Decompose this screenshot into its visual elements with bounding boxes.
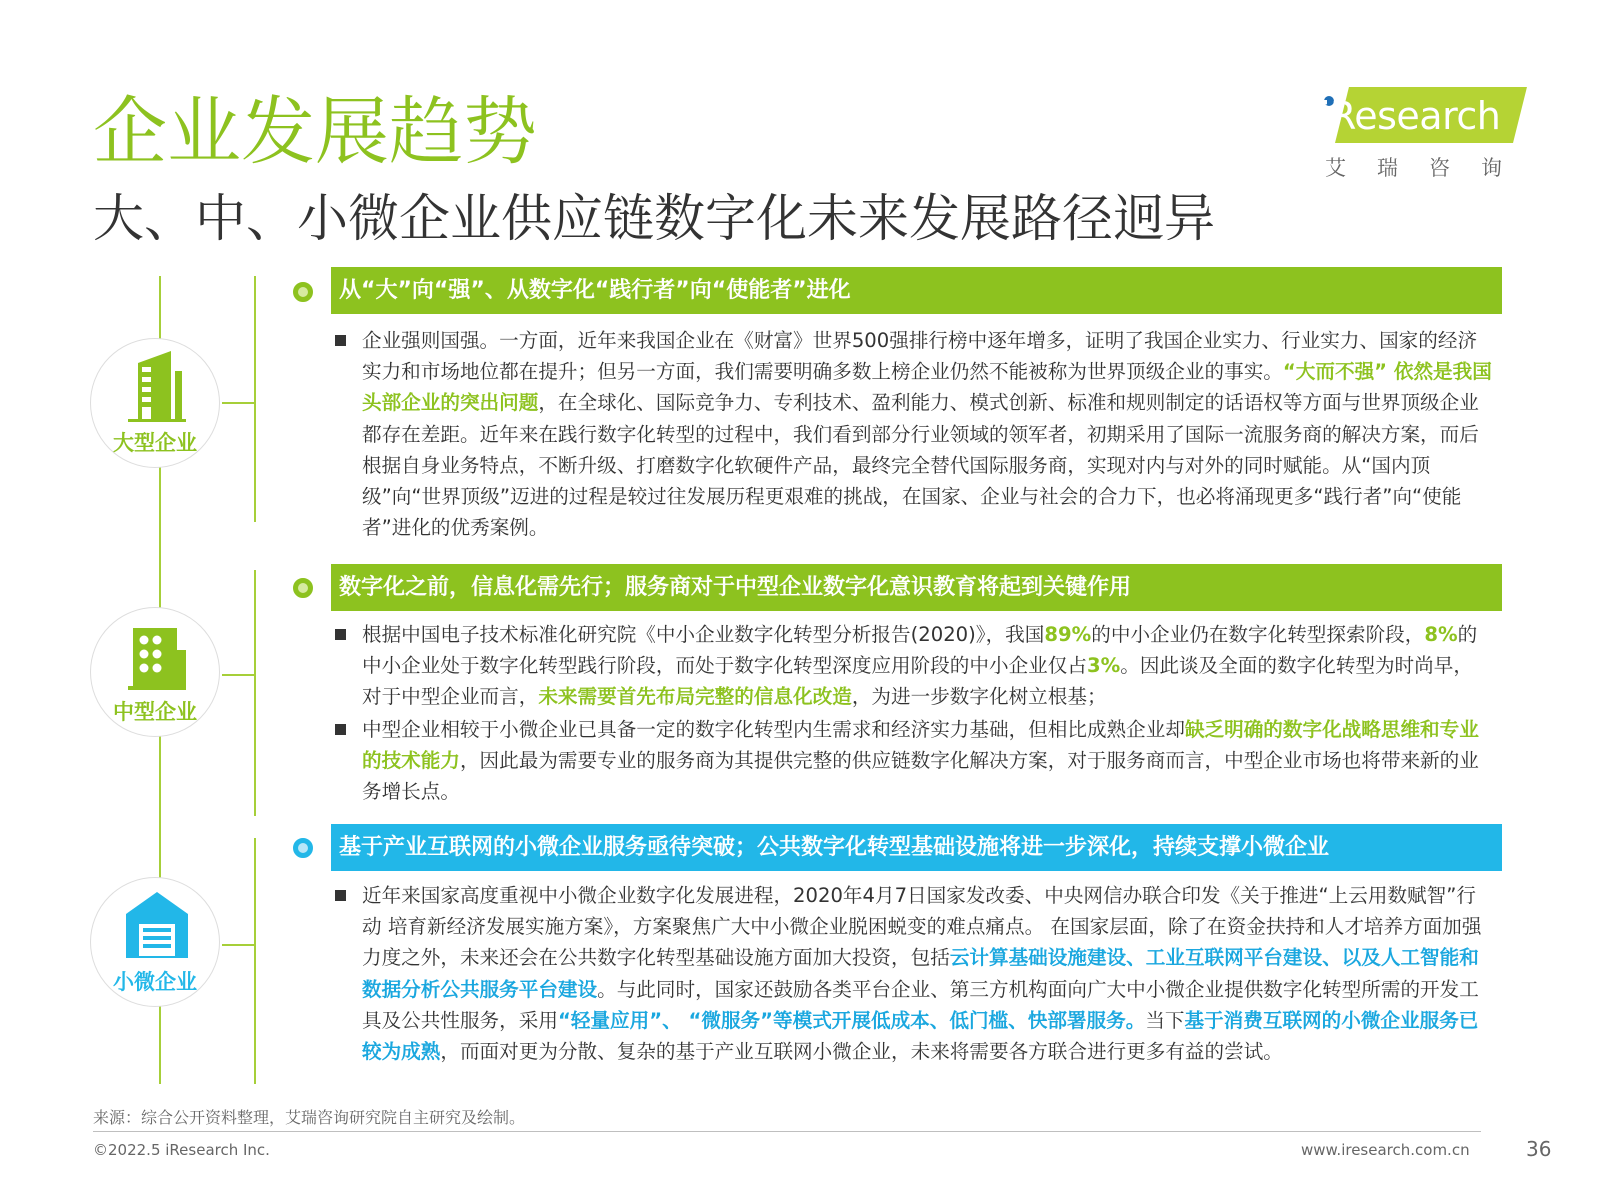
text-run: 当下: [1145, 1008, 1185, 1032]
text-run: 根据中国电子技术标准化研究院《中小企业数字化转型分析报告(2020)》，我国: [362, 623, 1045, 646]
category-badge-large: [90, 338, 220, 468]
category-badge-medium: [90, 607, 220, 737]
bullet-marker: [335, 890, 346, 901]
text-run: 。与此同时，国家还鼓励各类平台企业、第三方机构面向广大中小微企业提供数字化转型所需的开发工具及公共性服务，采用: [362, 977, 1479, 1032]
section-heading-large: 从“大”向“强”、从数字化“践行者”向“使能者”进化: [331, 267, 1502, 314]
section-marker-dot: [293, 282, 313, 302]
section-marker-dot: [293, 838, 313, 858]
logo-chinese-name: 艾瑞咨询: [1325, 156, 1533, 180]
text-run: 的中小企业处于数字化转型践行阶段，而处于数字化转型深度应用阶段的中小企业仅占: [362, 623, 1478, 678]
section-heading-medium: 数字化之前，信息化需先行；服务商对于中型企业数字化意识教育将起到关键作用: [331, 564, 1502, 611]
bullet-marker: [335, 335, 346, 346]
highlighted-text: 8%: [1424, 623, 1458, 646]
highlighted-text: 3%: [1086, 654, 1121, 678]
section-heading-micro: 基于产业互联网的小微企业服务亟待突破；公共数字化转型基础设施将进一步深化，持续支撑小微企业: [331, 824, 1502, 871]
paragraph-large-1: [362, 325, 1492, 543]
text-run: 近年来国家高度重视中小微企业数字化发展进程，2020年4月7日国家发改委、中央网信办联合印发《关于推进“上云用数赋智”行动 培育新经济发展实施方案》，方案聚焦广大中小微企业脱困蜕变的难点痛点。 在国家层面，除了在资金扶持和人才培养方面加强力度之外，未来还会在公共数字化转型基础设施方面加大投资，包括: [362, 884, 1482, 970]
footer-divider: [93, 1131, 1481, 1132]
category-badge-micro: [90, 877, 220, 1007]
mid-building-icon: [124, 620, 190, 692]
highlighted-text: 云计算基础设施建设、工业互联网平台建设、以及人工智能和数据分析公共服务平台建设: [362, 946, 1479, 1001]
text-run: ，在全球化、国际竞争力、专利技术、盈利能力、模式创新、标准和规则制定的话语权等方面与世界顶级企业都存在差距。近年来在践行数字化转型的过程中，我们看到部分行业领域的领军者，初期采用了国际一流服务商的解决方案，而后根据自身业务特点，不断升级、打磨数字化软硬件产品，最终完全替代国际服务商，实现对内与对外的同时赋能。从“国内顶级”向“世界顶级”迈进的过程是较过往发展历程更艰难的挑战，在国家、企业与社会的合力下，也必将涌现更多“践行者”向“使能者”进化的优秀案例。: [362, 391, 1479, 540]
website-link[interactable]: www.iresearch.com.cn: [1301, 1141, 1470, 1159]
text-run: 中型企业相较于小微企业已具备一定的数字化转型内生需求和经济实力基础，但相比成熟企业却: [362, 718, 1185, 741]
logo-wordmark: iResearch: [1320, 94, 1501, 138]
paragraph-micro-1: [362, 880, 1492, 1067]
highlighted-text: “大而不强” 依然是我国头部企业的突出问题: [362, 360, 1492, 415]
section-marker-dot: [293, 578, 313, 598]
text-run: 。因此谈及全面的数字化转型为时尚早，对于中型企业而言，: [362, 654, 1473, 709]
timeline-right-line-3: [254, 838, 256, 1084]
category-label-large: 大型企业: [113, 431, 197, 455]
text-run: ，为进一步数字化树立根基；: [851, 685, 1107, 709]
highlighted-text: 缺乏明确的数字化战略思维和专业的技术能力: [362, 718, 1479, 773]
text-run: 企业强则国强。一方面，近年来我国企业在《财富》世界500强排行榜中逐年增多，证明了我国企业实力、行业实力、国家的经济实力和市场地位都在提升；但另一方面，我们需要明确多数上榜企业仍然不能被称为世界顶级企业的事实。: [362, 329, 1478, 384]
copyright: ©2022.5 iResearch Inc.: [93, 1141, 270, 1159]
text-run: ，而面对更为分散、复杂的基于产业互联网小微企业，未来将需要各方联合进行更多有益的尝试。: [440, 1040, 1283, 1064]
text-run: 的中小企业仍在数字化转型探索阶段，: [1091, 623, 1425, 646]
highlighted-text: “轻量应用”、 “微服务”等模式开展低成本、低门槛、快部署服务。: [557, 1008, 1146, 1032]
highlighted-text: 基于消费互联网的小微企业服务已较为成熟: [362, 1008, 1479, 1064]
warehouse-icon: [124, 890, 190, 962]
bullet-marker: [335, 629, 346, 640]
page-title: 企业发展趋势: [93, 89, 537, 175]
timeline-right-line-1: [254, 276, 256, 522]
highlighted-text: 未来需要首先布局完整的信息化改造: [538, 685, 852, 709]
paragraph-medium-1: [362, 619, 1492, 713]
page-subtitle: 大、中、小微企业供应链数字化未来发展路径迥异: [93, 190, 1216, 249]
category-label-micro: 小微企业: [113, 970, 197, 994]
iresearch-logo: [1320, 84, 1533, 184]
highlighted-text: 89%: [1044, 623, 1092, 646]
bullet-marker: [335, 724, 346, 735]
category-label-medium: 中型企业: [113, 700, 197, 724]
source-note: 来源：综合公开资料整理，艾瑞咨询研究院自主研究及绘制。: [93, 1108, 526, 1127]
paragraph-medium-2: [362, 714, 1492, 808]
timeline-connector-2: [222, 674, 255, 676]
timeline-connector-3: [222, 944, 255, 946]
text-run: ，因此最为需要专业的服务商为其提供完整的供应链数字化解决方案，对于服务商而言，中型企业市场也将带来新的业务增长点。: [362, 749, 1479, 804]
office-building-icon: [124, 351, 190, 423]
timeline-connector-1: [222, 402, 255, 404]
page-number: 36: [1526, 1137, 1552, 1161]
timeline-right-line-2: [254, 570, 256, 816]
